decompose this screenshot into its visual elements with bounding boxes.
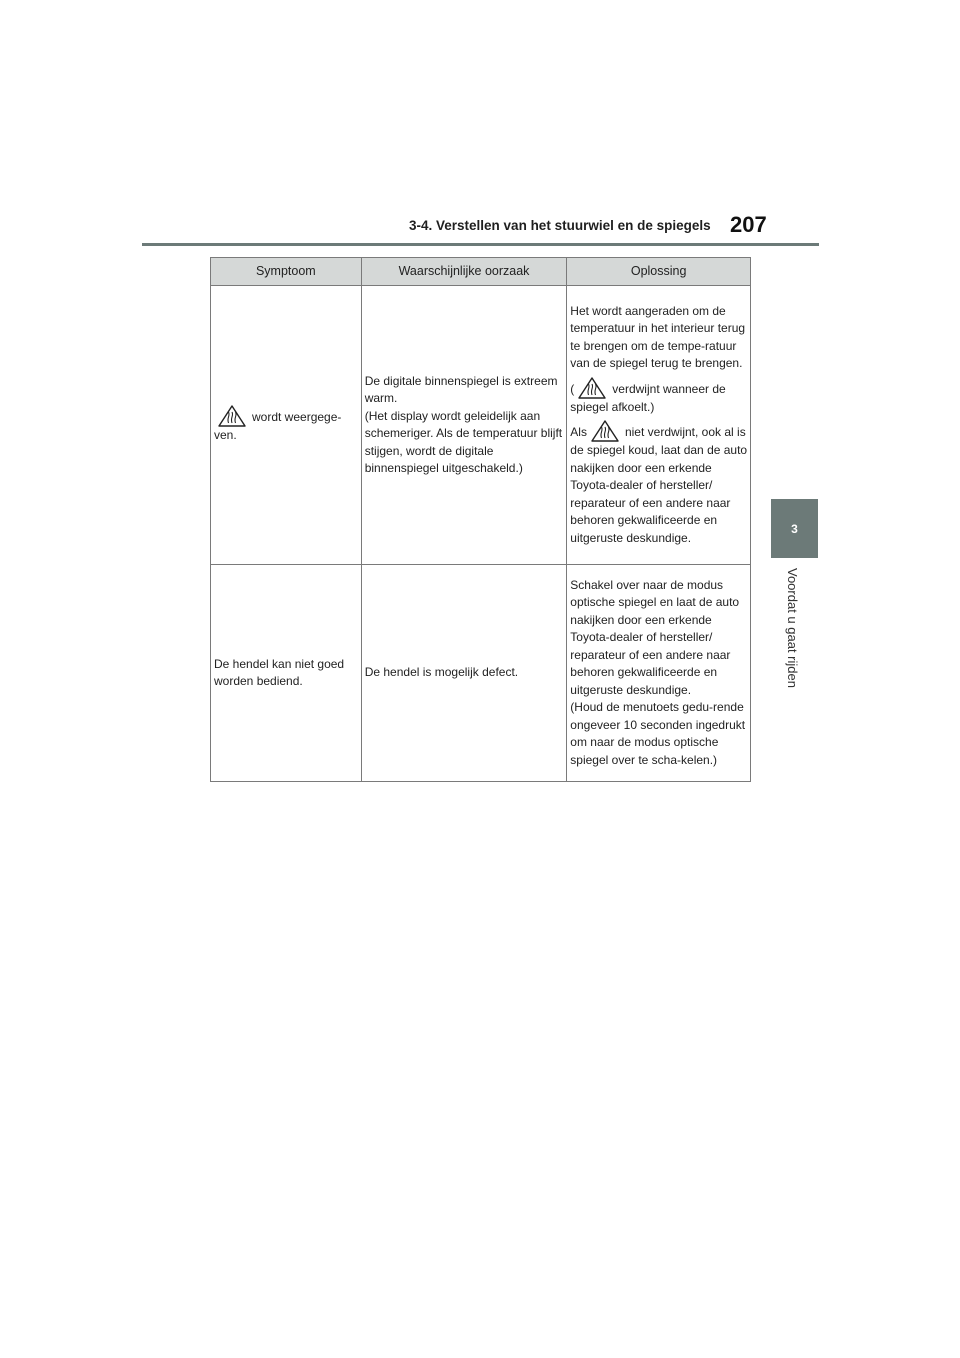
solution-cell <box>567 286 751 565</box>
chapter-number: 3 <box>791 521 798 536</box>
solution-paragraph: Het wordt aangeraden om de temperatuur in het interieur terug te brengen om de tempe-ratuur van de spiegel terug te brengen. <box>570 303 746 371</box>
solution-text: niet verdwijnt, ook al is de spiegel koud, laat dan de auto nakijken door een erkende Toyota-dealer of hersteller/ reparateur of een andere naar behoren gekwalificeerde en uitgeruste deskundige. <box>570 425 748 545</box>
chapter-tab <box>771 499 818 558</box>
symptom-cell: De hendel kan niet goed worden bediend. <box>211 565 362 782</box>
table-row <box>211 286 751 565</box>
solution-paragraph <box>570 420 748 547</box>
symptom-cell <box>211 286 362 565</box>
hot-mirror-warning-icon <box>218 405 246 427</box>
cause-cell: De hendel is mogelijk defect. <box>361 565 567 782</box>
column-header-symptom: Symptoom <box>211 258 362 286</box>
solution-paragraph <box>570 377 748 417</box>
section-title: 3-4. Verstellen van het stuurwiel en de spiegels <box>409 218 711 233</box>
table-header-row <box>211 258 751 286</box>
cause-cell: De digitale binnenspiegel is extreem warm. (Het display wordt geleidelijk aan schemeriger. Als de temperatuur blijft stijgen, wordt de digitale binnenspiegel uitgeschakeld.) <box>361 286 567 565</box>
hot-mirror-warning-icon <box>591 420 619 442</box>
solution-text: verdwijnt wanneer de spiegel afkoelt.) <box>570 381 726 414</box>
solution-text-before: ( <box>570 381 575 396</box>
troubleshooting-table <box>210 257 751 782</box>
header-rule <box>142 243 819 246</box>
table-row <box>211 565 751 782</box>
solution-text-before: Als <box>570 425 587 440</box>
symptom-text: wordt weergege-ven. <box>214 410 342 443</box>
column-header-cause: Waarschijnlijke oorzaak <box>361 258 567 286</box>
chapter-title: Voordat u gaat rijden <box>785 568 800 688</box>
hot-mirror-warning-icon <box>578 377 606 399</box>
page-number: 207 <box>730 212 767 237</box>
column-header-solution: Oplossing <box>567 258 751 286</box>
solution-cell: Schakel over naar de modus optische spiegel en laat de auto nakijken door een erkende Toyota-dealer of hersteller/ reparateur of een andere naar behoren gekwalificeerde en uitgeruste deskundige. (Houd de menutoets gedu-rende ongeveer 10 seconden ingedrukt om naar de modus optische spiegel over te scha-kelen.) <box>567 565 751 782</box>
